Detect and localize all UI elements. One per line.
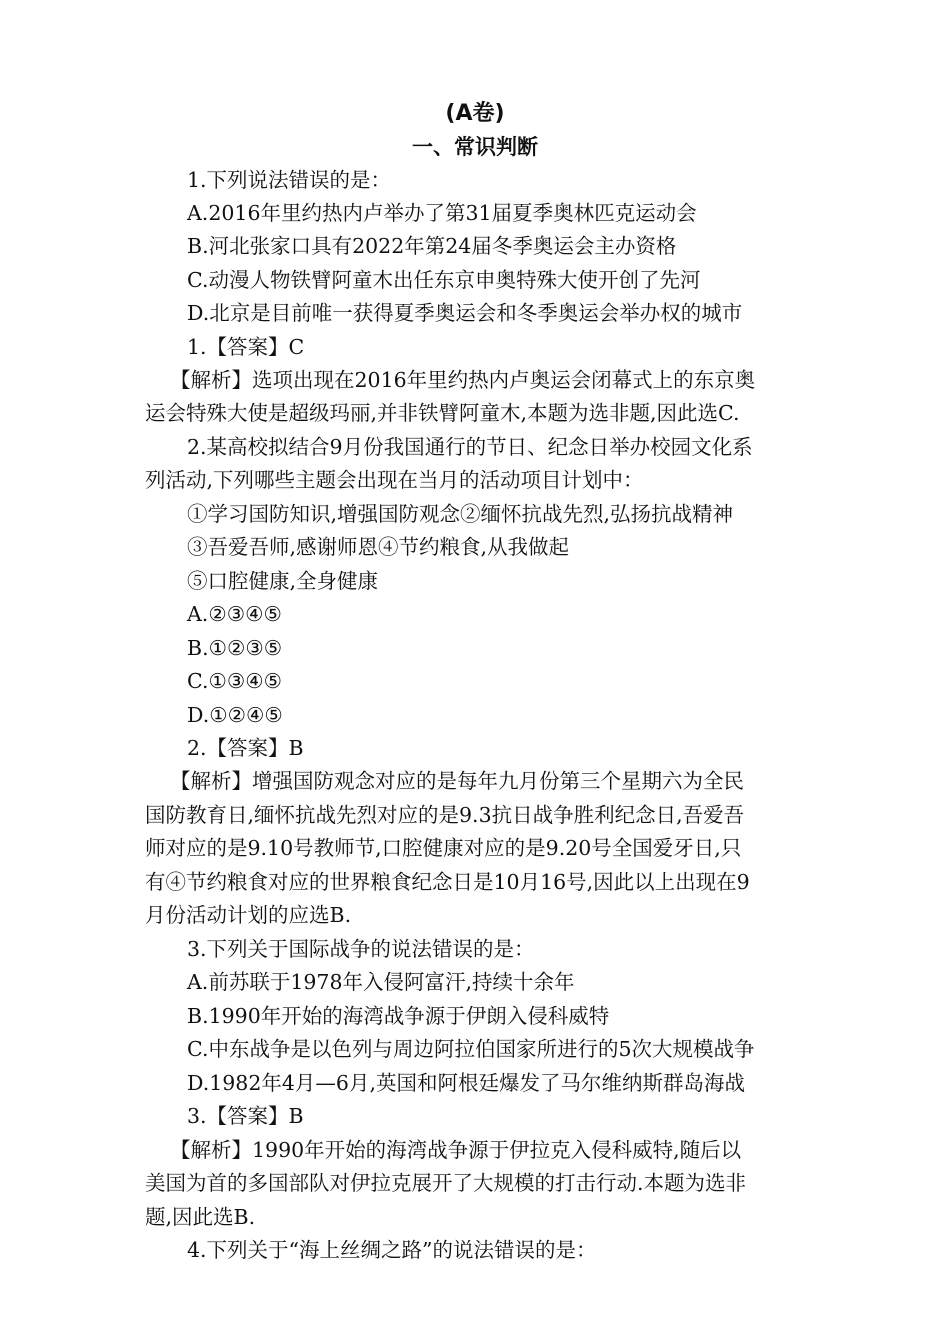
explanation-3-cont-2: 题,因此选B. (145, 1205, 256, 1229)
option-2a: A.②③④⑤ (187, 602, 282, 626)
option-1a: A.2016年里约热内卢举办了第31届夏季奥林匹克运动会 (187, 201, 697, 225)
explanation-2-cont-3: 有④节约粮食对应的世界粮食纪念日是10月16号,因此以上出现在9 (145, 870, 750, 894)
option-1d: D.北京是目前唯一获得夏季奥运会和冬季奥运会举办权的城市 (187, 301, 743, 325)
option-2b: B.①②③⑤ (187, 636, 283, 660)
question-4: 4.下列关于“海上丝绸之路”的说法错误的是： (187, 1238, 597, 1262)
question-2-cont: 列活动,下列哪些主题会出现在当月的活动项目计划中： (145, 468, 644, 492)
theme-list-2: ③吾爱吾师,感谢师恩④节约粮食,从我做起 (187, 535, 570, 559)
explanation-2: 【解析】增强国防观念对应的是每年九月份第三个星期六为全民 (170, 769, 744, 793)
explanation-2-cont-4: 月份活动计划的应选B. (145, 903, 352, 927)
answer-1: 1.【答案】C (187, 335, 305, 359)
option-3c: C.中东战争是以色列与周边阿拉伯国家所进行的5次大规模战争 (187, 1037, 755, 1061)
question-1: 1.下列说法错误的是： (187, 168, 392, 192)
option-3a: A.前苏联于1978年入侵阿富汗,持续十余年 (187, 970, 575, 994)
option-3b: B.1990年开始的海湾战争源于伊朗入侵科威特 (187, 1004, 610, 1028)
answer-3: 3.【答案】B (187, 1104, 304, 1128)
explanation-3-cont-1: 美国为首的多国部队对伊拉克展开了大规模的打击行动.本题为选非 (145, 1171, 747, 1195)
explanation-3: 【解析】1990年开始的海湾战争源于伊拉克入侵科威特,随后以 (170, 1138, 742, 1162)
option-2d: D.①②④⑤ (187, 703, 283, 727)
option-1c: C.动漫人物铁臂阿童木出任东京申奥特殊大使开创了先河 (187, 268, 701, 292)
option-3d: D.1982年4月—6月,英国和阿根廷爆发了马尔维纳斯群岛海战 (187, 1071, 745, 1095)
theme-list-3: ⑤口腔健康,全身健康 (187, 569, 379, 593)
question-2: 2.某高校拟结合9月份我国通行的节日、纪念日举办校园文化系 (187, 435, 753, 459)
theme-list-1: ①学习国防知识,增强国防观念②缅怀抗战先烈,弘扬抗战精神 (187, 502, 734, 526)
option-1b: B.河北张家口具有2022年第24届冬季奥运会主办资格 (187, 234, 677, 258)
question-3: 3.下列关于国际战争的说法错误的是： (187, 937, 535, 961)
exam-title: (A卷) (445, 101, 505, 126)
explanation-2-cont-2: 师对应的是9.10号教师节,口腔健康对应的是9.20号全国爱牙日,只 (145, 836, 742, 860)
explanation-2-cont-1: 国防教育日,缅怀抗战先烈对应的是9.3抗日战争胜利纪念日,吾爱吾 (145, 803, 745, 827)
option-2c: C.①③④⑤ (187, 669, 282, 693)
answer-2: 2.【答案】B (187, 736, 304, 760)
explanation-1: 【解析】选项出现在2016年里约热内卢奥运会闭幕式上的东京奥 (170, 368, 756, 392)
section-heading: 一、常识判断 (412, 135, 538, 159)
explanation-1-cont: 运会特殊大使是超级玛丽,并非铁臂阿童木,本题为选非题,因此选C. (145, 401, 740, 425)
